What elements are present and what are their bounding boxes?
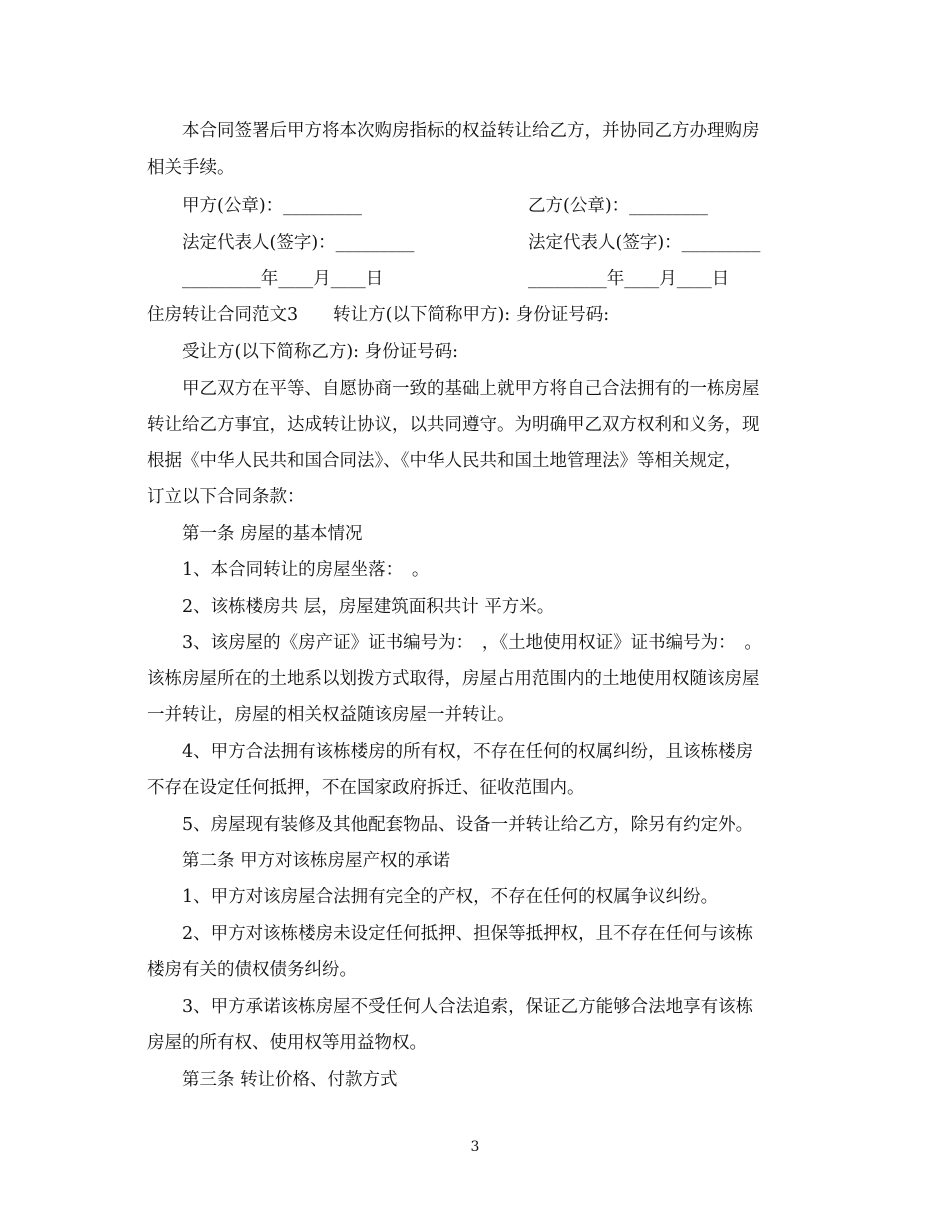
party-b-date: _________年____月____日 xyxy=(528,269,730,289)
paragraph-line: 转让给乙方事宜，达成转让协议，以共同遵守。为明确甲乙双方权利和义务，现 xyxy=(147,415,760,435)
clause: 3、该房屋的《房产证》证书编号为： ，《土地使用权证》证书编号为： 。 xyxy=(182,633,762,653)
paragraph-line: 根据《中华人民共和国合同法》、《中华人民共和国土地管理法》等相关规定， xyxy=(147,451,742,471)
party-a-seal: 甲方(公章)：_________ xyxy=(182,196,362,216)
paragraph-line: 本合同签署后甲方将本次购房指标的权益转让给乙方，并协同乙方办理购房 xyxy=(182,121,760,141)
party-b-representative: 法定代表人(签字)：_________ xyxy=(528,233,761,253)
party-b-seal: 乙方(公章)：_________ xyxy=(528,196,708,216)
clause: 4、甲方合法拥有该栋楼房的所有权，不存在任何的权属纠纷，且该栋楼房 xyxy=(182,742,754,762)
clause: 3、甲方承诺该栋房屋不受任何人合法追索，保证乙方能够合法地享有该栋 xyxy=(182,997,754,1017)
clause-continued: 楼房有关的债权债务纠纷。 xyxy=(147,960,357,980)
party-a-representative: 法定代表人(签字)：_________ xyxy=(182,233,415,253)
clause: 1、甲方对该房屋合法拥有完全的产权，不存在任何的权属争议纠纷。 xyxy=(182,887,719,907)
clause-continued: 一并转让，房屋的相关权益随该房屋一并转让。 xyxy=(147,705,515,725)
clause-continued: 该栋房屋所在的土地系以划拨方式取得，房屋占用范围内的土地使用权随该房屋 xyxy=(147,669,760,689)
clause: 5、房屋现有装修及其他配套物品、设备一并转让给乙方，除另有约定外。 xyxy=(182,815,754,835)
page-number: 3 xyxy=(470,1139,480,1155)
article-heading: 第一条 房屋的基本情况 xyxy=(182,524,363,544)
article-heading: 第二条 甲方对该栋房屋产权的承诺 xyxy=(182,851,451,871)
clause-continued: 不存在设定任何抵押，不在国家政府拆迁、征收范围内。 xyxy=(147,778,585,798)
contract-title: 住房转让合同范文3 转让方(以下简称甲方): 身份证号码: xyxy=(147,305,610,325)
article-heading: 第三条 转让价格、付款方式 xyxy=(182,1070,398,1090)
paragraph-line: 订立以下合同条款： xyxy=(147,487,305,507)
party-a-date: _________年____月____日 xyxy=(182,269,384,289)
transferee-line: 受让方(以下简称乙方): 身份证号码: xyxy=(182,342,459,362)
clause: 1、本合同转让的房屋坐落： 。 xyxy=(182,560,430,580)
paragraph-line: 甲乙双方在平等、自愿协商一致的基础上就甲方将自己合法拥有的一栋房屋 xyxy=(182,379,760,399)
clause: 2、该栋楼房共 层，房屋建筑面积共计 平方米。 xyxy=(182,597,555,617)
paragraph-line: 相关手续。 xyxy=(147,158,235,178)
clause-continued: 房屋的所有权、使用权等用益物权。 xyxy=(147,1033,427,1053)
clause: 2、甲方对该栋楼房未设定任何抵押、担保等抵押权，且不存在任何与该栋 xyxy=(182,924,754,944)
